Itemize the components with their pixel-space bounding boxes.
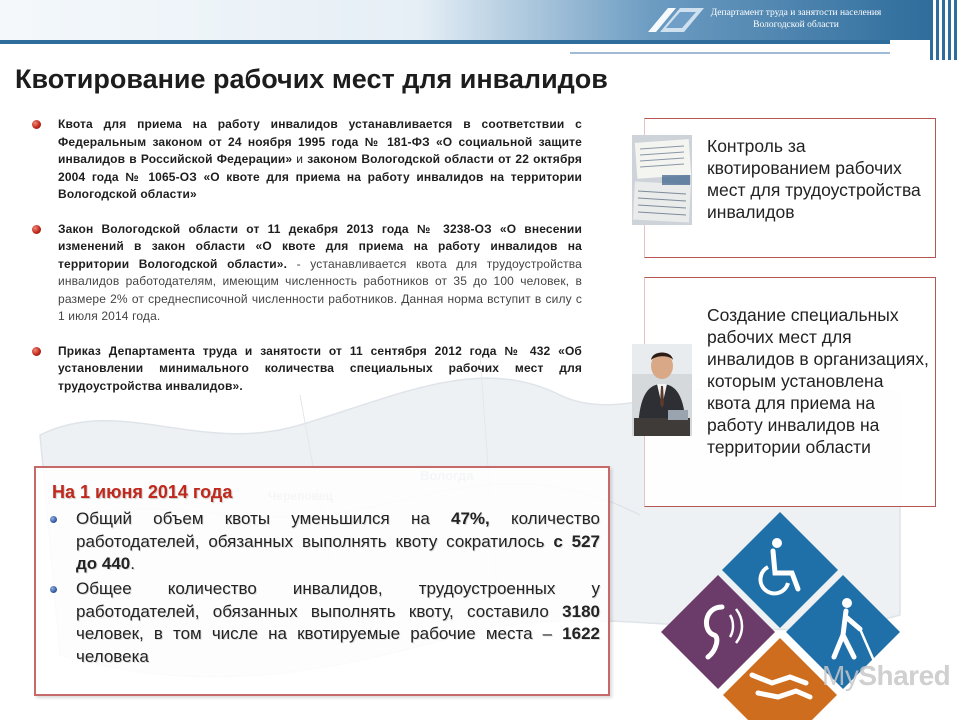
summary-text: человека xyxy=(76,646,149,666)
summary-item xyxy=(76,578,600,668)
summary-bold: 47%, xyxy=(451,509,490,528)
watermark-part-a: My xyxy=(822,660,859,691)
bullet-text: - устанавливается квота для трудоустройства инвалидов работодателям, имеющим численность работников от 35 до 100 человек, в размере 2% от среднесписочной численности работников. Данная норма вступит в силу с 1 июля 2014 года. xyxy=(58,256,582,323)
department-logo-icon xyxy=(646,6,704,32)
summary-bold: 3180 xyxy=(562,601,600,621)
header-stripes xyxy=(930,0,960,60)
bullet-item xyxy=(32,221,582,326)
watermark xyxy=(822,660,950,692)
header-line-thin xyxy=(570,52,890,54)
page-title: Квотирование рабочих мест для инвалидов xyxy=(15,64,608,94)
summary-bold: 1622 xyxy=(562,624,600,643)
summary-text: . xyxy=(130,554,135,573)
card-text: Контроль за квотированием рабочих мест для трудоустройства инвалидов xyxy=(707,136,921,222)
bullet-dot-icon xyxy=(32,347,41,356)
documents-photo xyxy=(632,135,692,225)
summary-bold: с 527 до 440 xyxy=(76,531,601,573)
bullet-bold-text: Квота для приема на работу инвалидов устанавливается в соответствии с Федеральным законом от 24 ноября 1995 года № 181-ФЗ «О социальной защите инвалидов в Российской Федерации» xyxy=(58,117,582,166)
header-line xyxy=(0,40,890,44)
department-line1: Департамент труда и занятости населения xyxy=(710,8,882,18)
bullet-item xyxy=(32,343,582,396)
summary-dot-icon xyxy=(50,516,57,523)
bullet-item xyxy=(32,116,582,204)
department-name xyxy=(698,7,894,31)
watermark-part-b: Shared xyxy=(858,660,951,691)
summary-box xyxy=(34,466,610,696)
summary-text: количество работодателей, обязанных выполнять квоту сократилось xyxy=(76,509,600,551)
bullet-dot-icon xyxy=(32,120,41,129)
bullet-bold-text: Приказ Департамента труда и занятости от 11 сентября 2012 года № 432 «Об установлении минимального количества специальных рабочих мест для трудоустройства инвалидов». xyxy=(58,343,582,393)
bullet-bold-text: законом Вологодской области от 22 октября 2004 года № 1065-ОЗ «О квоте для приема на работу инвалидов на территории Вологодской области» xyxy=(58,152,582,201)
summary-item xyxy=(76,508,600,576)
department-line2: Вологодской области xyxy=(753,20,839,30)
bullet-list xyxy=(32,116,582,395)
worker-photo xyxy=(632,344,692,436)
summary-text: человек, в том числе на квотируемые рабочие места – xyxy=(76,624,563,643)
bullet-dot-icon xyxy=(32,225,41,234)
summary-dot-icon xyxy=(50,586,57,593)
bullet-bold-text: Закон Вологодской области от 11 декабря 2013 года № 3238-ОЗ «О внесении изменений в закон области «О квоте для приема на работу инвалидов на территории Вологодской области». xyxy=(58,221,582,271)
card-text: Создание специальных рабочих мест для инвалидов в организациях, которым установлена квота для приема на работу инвалидов на территории области xyxy=(707,305,929,457)
summary-heading: На 1 июня 2014 года xyxy=(52,482,233,502)
summary-text: Общий объем квоты уменьшился на xyxy=(76,509,452,528)
bullet-text: и xyxy=(292,152,308,166)
header-bar xyxy=(0,0,960,62)
summary-text: Общее количество инвалидов, трудоустроенных у работодателей, обязанных выполнять квоту, составило xyxy=(76,579,600,621)
